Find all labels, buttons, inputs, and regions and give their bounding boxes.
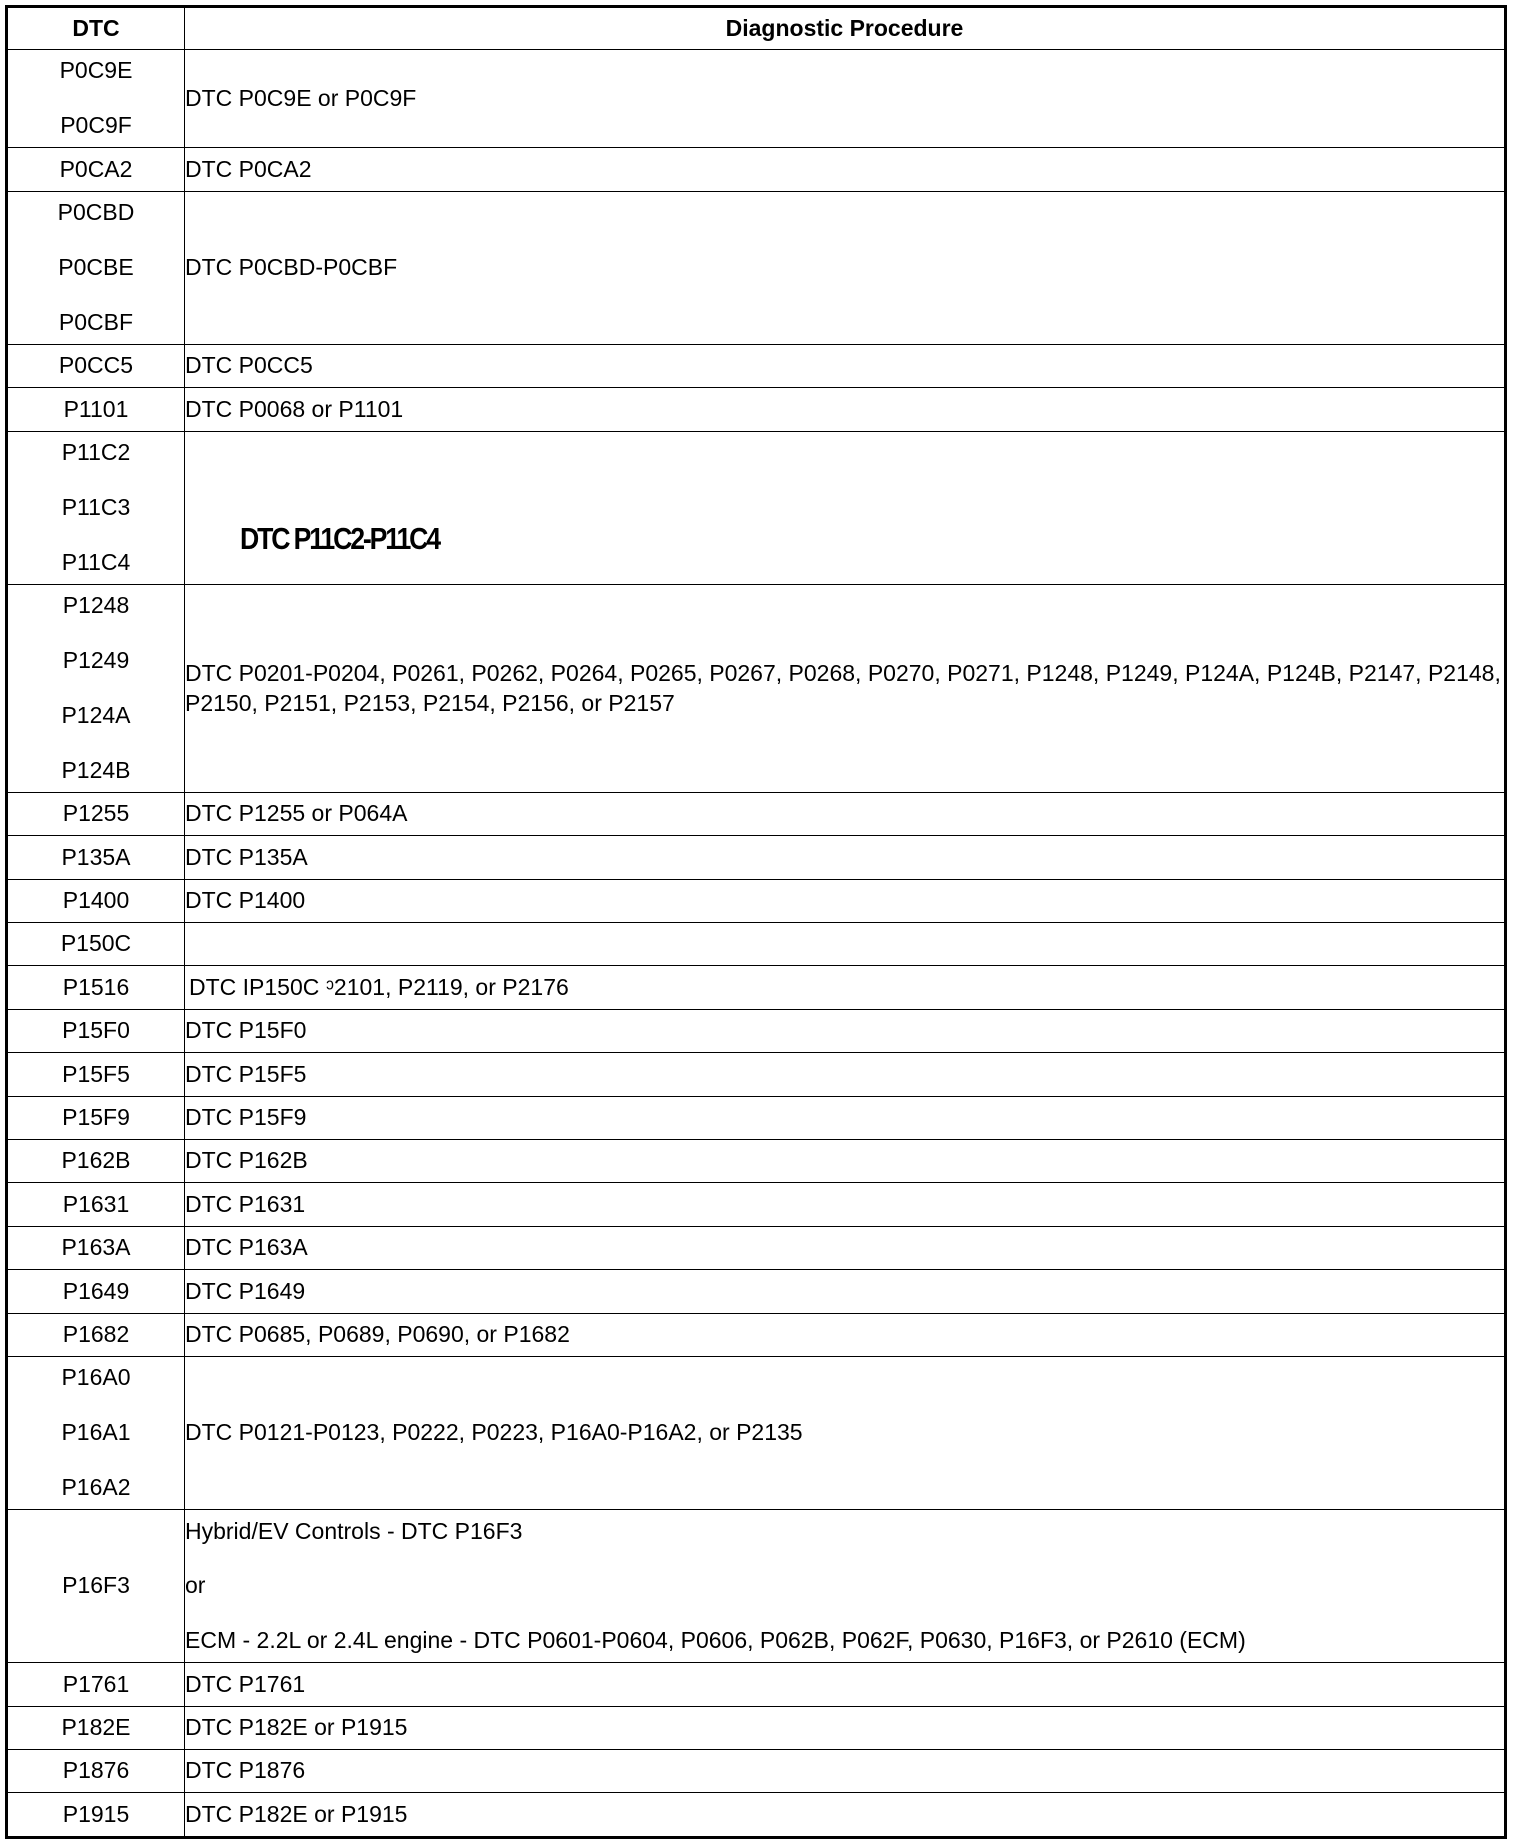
table-row: [7, 1270, 1506, 1313]
table-row: [7, 1793, 1506, 1837]
dtc-code: P135A: [61, 843, 131, 870]
dtc-code: P1761: [62, 1670, 130, 1697]
procedure-text: DTC P1400: [185, 887, 306, 914]
table-row: [7, 148, 1506, 191]
dtc-cell: [7, 344, 185, 387]
table-row: [7, 966, 1506, 1009]
table-header-row: [7, 7, 1506, 50]
dtc-cell: [7, 923, 185, 966]
procedure-cell: [185, 1139, 1506, 1182]
dtc-code: P162B: [61, 1147, 131, 1174]
procedure-cell: [185, 1750, 1506, 1793]
dtc-cell: [7, 148, 185, 191]
procedure-cell: [185, 50, 1506, 148]
procedure-cell: [185, 1356, 1506, 1509]
dtc-code: P15F0: [62, 1017, 130, 1044]
procedure-cell: [185, 1313, 1506, 1356]
table-row: [7, 431, 1506, 584]
procedure-cell: [185, 1663, 1506, 1706]
procedure-cell: [185, 191, 1506, 344]
dtc-code: P11C3: [61, 493, 131, 520]
procedure-text: DTC P0CC5: [185, 352, 313, 379]
dtc-code: P0CC5: [58, 352, 134, 379]
dtc-code: P124B: [61, 756, 131, 783]
dtc-cell: [7, 1750, 185, 1793]
procedure-cell: [185, 1510, 1506, 1663]
procedure-cell: [185, 1226, 1506, 1269]
dtc-cell: [7, 1663, 185, 1706]
procedure-cell: [185, 148, 1506, 191]
dtc-cell: [7, 1183, 185, 1226]
dtc-code: P1915: [62, 1800, 130, 1827]
dtc-table: [5, 5, 1507, 1839]
table-row: [7, 344, 1506, 387]
dtc-code: P1516: [62, 973, 130, 1000]
dtc-cell: [7, 1139, 185, 1182]
procedure-text: DTC P0CBD-P0CBF: [185, 253, 398, 280]
dtc-code: P0CBF: [58, 308, 134, 335]
dtc-cell: [7, 388, 185, 431]
procedure-text: DTC P182E or P1915: [185, 1800, 408, 1827]
table-row: [7, 1510, 1506, 1663]
dtc-code: P124A: [61, 701, 131, 728]
dtc-code: P0CBE: [58, 253, 134, 280]
procedure-cell: [185, 879, 1506, 922]
dtc-code: P1682: [62, 1320, 130, 1347]
procedure-cell: [185, 966, 1506, 1009]
dtc-cell: [7, 966, 185, 1009]
dtc-code: P1649: [62, 1277, 130, 1304]
dtc-cell: [7, 1793, 185, 1837]
dtc-cell: [7, 836, 185, 879]
dtc-code: P16A2: [61, 1474, 131, 1501]
dtc-code: P16A0: [61, 1364, 131, 1391]
procedure-text: DTC P135A: [185, 843, 308, 870]
procedure-text: DTC P0C9E or P0C9F: [185, 84, 417, 111]
dtc-code: P1631: [62, 1190, 130, 1217]
table-row: [7, 792, 1506, 835]
procedure-text: DTC P1876: [185, 1757, 306, 1784]
table-row: [7, 1183, 1506, 1226]
procedure-text: DTC P15F9: [185, 1103, 307, 1130]
dtc-cell: [7, 1096, 185, 1139]
procedure-cell: [185, 431, 1506, 584]
dtc-code: P1255: [62, 800, 130, 827]
table-row: [7, 1706, 1506, 1749]
table-row: [7, 1663, 1506, 1706]
procedure-text: DTC P1631: [185, 1190, 306, 1217]
dtc-cell: [7, 191, 185, 344]
table-row: [7, 923, 1506, 966]
procedure-text: DTC P15F0: [185, 1017, 307, 1044]
procedure-cell: [185, 1706, 1506, 1749]
procedure-text: DTC P0685, P0689, P0690, or P1682: [185, 1320, 570, 1347]
dtc-code: P1249: [62, 647, 130, 674]
table-row: [7, 1009, 1506, 1052]
procedure-cell: [185, 923, 1506, 966]
procedure-text: DTC P182E or P1915: [185, 1714, 408, 1741]
dtc-code: P16F3: [62, 1572, 130, 1599]
dtc-code: P1876: [62, 1757, 130, 1784]
procedure-text: DTC P0068 or P1101: [185, 395, 404, 422]
dtc-code: P0C9F: [60, 112, 132, 139]
procedure-cell: [185, 388, 1506, 431]
procedure-text: DTC P1649: [185, 1277, 306, 1304]
dtc-code: P0CA2: [59, 155, 133, 182]
table-row: [7, 1226, 1506, 1269]
dtc-code: P11C2: [61, 439, 131, 466]
dtc-cell: [7, 879, 185, 922]
procedure-text: DTC P15F5: [185, 1060, 307, 1087]
table-row: [7, 836, 1506, 879]
dtc-code: P163A: [61, 1234, 131, 1261]
procedure-text: DTC P1761: [185, 1670, 306, 1697]
dtc-cell: [7, 1706, 185, 1749]
procedure-cell: [185, 344, 1506, 387]
dtc-code: P16A1: [61, 1419, 131, 1446]
dtc-code: P182E: [61, 1714, 131, 1741]
procedure-cell: [185, 584, 1506, 792]
procedure-cell: [185, 1183, 1506, 1226]
dtc-code: P0CBD: [57, 199, 135, 226]
dtc-cell: [7, 50, 185, 148]
procedure-cell: [185, 1270, 1506, 1313]
dtc-cell: [7, 1009, 185, 1052]
table-row: [7, 1313, 1506, 1356]
dtc-code: P1101: [63, 395, 129, 422]
procedure-line: Hybrid/EV Controls - DTC P16F3: [185, 1517, 523, 1544]
table-row: [7, 191, 1506, 344]
dtc-code: P15F9: [62, 1103, 130, 1130]
dtc-cell: [7, 792, 185, 835]
procedure-cell: [185, 836, 1506, 879]
table-row: [7, 584, 1506, 792]
dtc-code: P11C4: [61, 548, 131, 575]
table-row: [7, 879, 1506, 922]
procedure-text: DTC P0201-P0204, P0261, P0262, P0264, P0265, P0267, P0268, P0270, P0271, P1248, P1249, P124A, P124B, P2147, P2148, P2150, P2151, P2153, P2154, P2156, or P2157: [185, 660, 1501, 717]
procedure-cell: [185, 792, 1506, 835]
table-row: [7, 1096, 1506, 1139]
header-diagnostic-procedure: Diagnostic Procedure: [185, 7, 1506, 50]
procedure-text: DTC P162B: [185, 1147, 308, 1174]
table-row: [7, 1750, 1506, 1793]
procedure-text: DTC IP150C ᵓ2101, P2119, or P2176: [189, 973, 569, 1000]
dtc-code: P0C9E: [59, 57, 133, 84]
dtc-cell: [7, 1356, 185, 1509]
header-dtc: DTC: [7, 7, 185, 50]
table-row: [7, 50, 1506, 148]
procedure-text: DTC P1255 or P064A: [185, 800, 408, 827]
table-row: [7, 1053, 1506, 1096]
dtc-code: P15F5: [62, 1060, 130, 1087]
dtc-cell: [7, 431, 185, 584]
dtc-code: P1248: [62, 592, 130, 619]
dtc-cell: [7, 1270, 185, 1313]
procedure-line: ECM - 2.2L or 2.4L engine - DTC P0601-P0604, P0606, P062B, P062F, P0630, P16F3, or P2610 (ECM): [185, 1627, 1246, 1654]
table-row: [7, 1139, 1506, 1182]
procedure-cell: [185, 1096, 1506, 1139]
procedure-cell: [185, 1009, 1506, 1052]
procedure-cell: [185, 1053, 1506, 1096]
table-row: [7, 1356, 1506, 1509]
procedure-text: DTC P163A: [185, 1234, 308, 1261]
procedure-text: DTC P0CA2: [185, 155, 312, 182]
procedure-text: DTC P11C2-P11C4: [240, 521, 439, 557]
procedure-cell: [185, 1793, 1506, 1837]
dtc-cell: [7, 1053, 185, 1096]
dtc-cell: [7, 584, 185, 792]
procedure-text: DTC P0121-P0123, P0222, P0223, P16A0-P16A2, or P2135: [185, 1419, 803, 1446]
dtc-cell: [7, 1510, 185, 1663]
dtc-cell: [7, 1226, 185, 1269]
dtc-code: P1400: [62, 887, 130, 914]
dtc-code: P150C: [60, 930, 132, 957]
procedure-line: or: [185, 1572, 206, 1599]
dtc-cell: [7, 1313, 185, 1356]
table-row: [7, 388, 1506, 431]
